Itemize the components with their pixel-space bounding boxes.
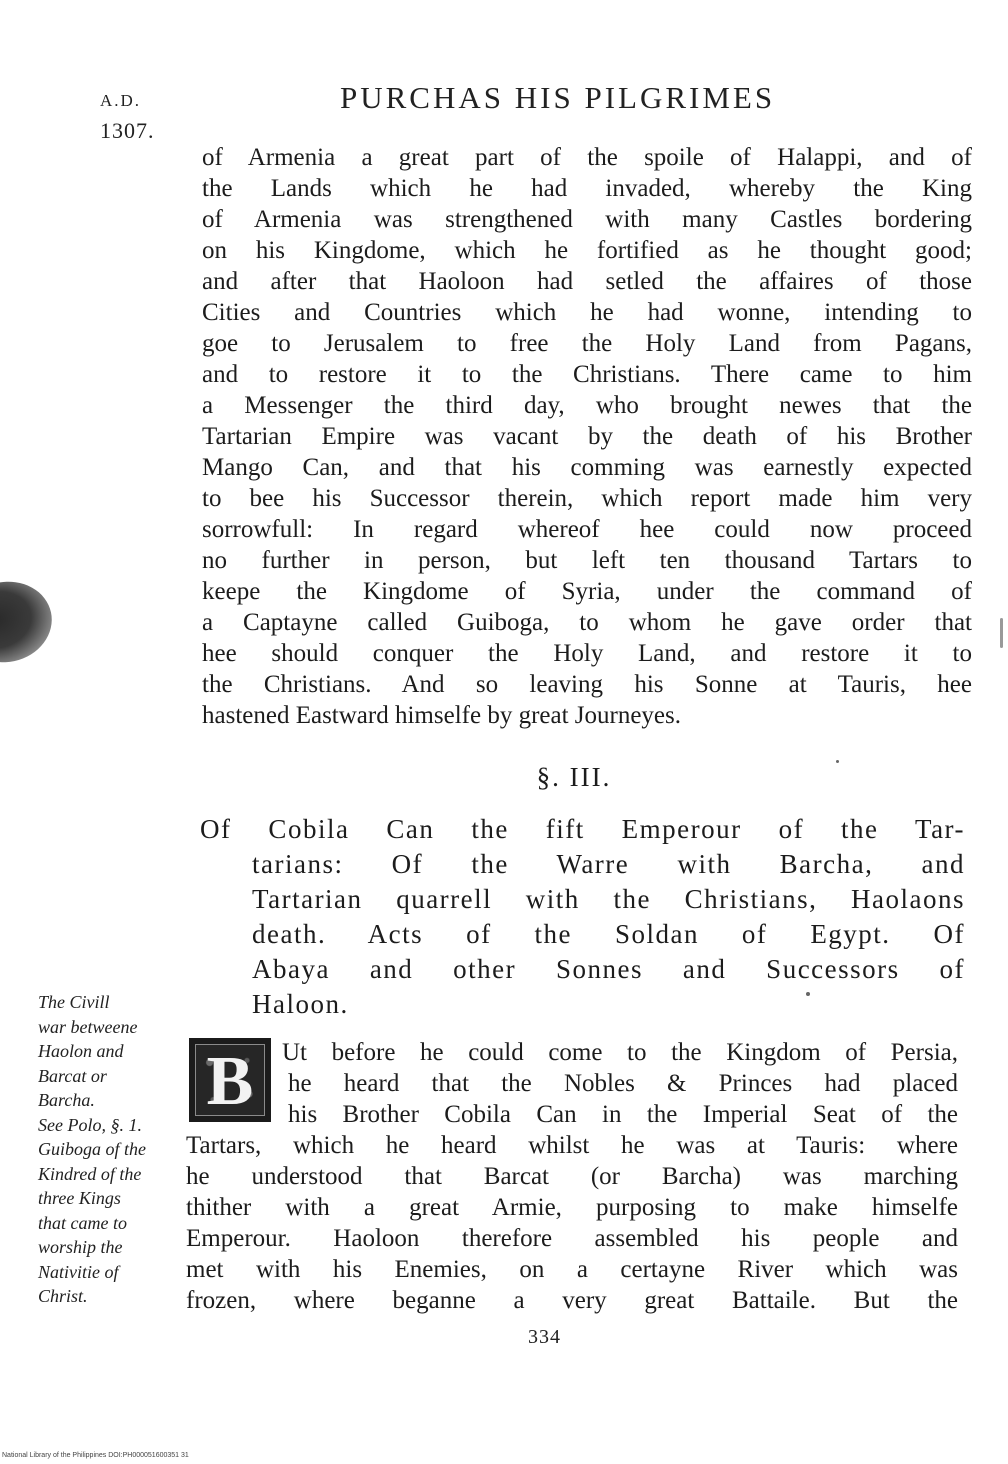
note-line: Kindred of the xyxy=(38,1163,142,1184)
heading-line: death. Acts of the Soldan of Egypt. Of xyxy=(252,919,965,949)
text-line: Emperour. Haoloon therefore assembled his people and xyxy=(186,1225,958,1252)
text-line: frozen, where beganne a very great Battaile. But the xyxy=(186,1287,958,1314)
text-line: a Messenger the third day, who brought newes that the xyxy=(202,392,972,419)
heading-line: Haloon. xyxy=(252,989,349,1019)
note-line: that came to xyxy=(38,1212,127,1233)
section-heading xyxy=(200,812,965,1022)
text-line: no further in person, but left ten thousand Tartars to xyxy=(202,547,972,574)
text-line: on his Kingdome, which he fortified as he thought good; xyxy=(202,237,972,264)
note-line: three Kings xyxy=(38,1188,121,1208)
text-line: of Armenia was strengthened with many Castles bordering xyxy=(202,206,972,233)
note-line: war betweene xyxy=(38,1016,138,1037)
thumb-shadow xyxy=(0,573,59,670)
note-line: Barcha. xyxy=(38,1090,95,1110)
text-line: his Brother Cobila Can in the Imperial Seat of the xyxy=(288,1101,958,1128)
text-line: Cities and Countries which he had wonne, intending to xyxy=(202,299,972,326)
text-line: to bee his Successor therein, which report made him very xyxy=(202,485,972,512)
edge-mark xyxy=(1000,618,1003,648)
print-speck xyxy=(806,992,810,996)
note-line: See Polo, §. 1. xyxy=(38,1114,142,1135)
note-line: Barcat or xyxy=(38,1065,107,1086)
text-line: goe to Jerusalem to free the Holy Land from Pagans, xyxy=(202,330,972,357)
heading-line: Of Cobila Can the fift Emperour of the Tar- xyxy=(200,814,965,844)
text-line: sorrowfull: In regard whereof hee could now proceed xyxy=(202,516,972,543)
text-line: thither with a great Armie, purposing to make himselfe xyxy=(186,1194,958,1221)
note-line: Guiboga of the xyxy=(38,1139,146,1159)
text-line: he heard that the Nobles & Princes had placed xyxy=(288,1070,958,1097)
note-line: Christ. xyxy=(38,1286,88,1306)
body-paragraph xyxy=(186,1037,958,1316)
note-line: Haolon and xyxy=(38,1041,124,1061)
margin-year: 1307. xyxy=(100,118,155,143)
text-line: hee should conquer the Holy Land, and restore it to xyxy=(202,640,972,667)
page-number: 334 xyxy=(528,1326,561,1348)
text-line: and after that Haoloon had setled the affaires of those xyxy=(202,268,972,295)
heading-line: tarians: Of the Warre with Barcha, and xyxy=(252,849,965,879)
running-title: PURCHAS HIS PILGRIMES xyxy=(340,80,776,115)
text-line: hastened Eastward himselfe by great Journeyes. xyxy=(202,702,682,729)
margin-era: A.D. xyxy=(100,91,142,110)
text-line: Mango Can, and that his comming was earnestly expected xyxy=(202,454,972,481)
margin-year-note xyxy=(100,86,155,146)
drop-cap-letter: B xyxy=(206,1043,254,1120)
text-line: he understood that Barcat (or Barcha) was marching xyxy=(186,1163,958,1190)
text-line: and to restore it to the Christians. There came to him xyxy=(202,361,972,388)
text-line: a Captayne called Guiboga, to whom he gave order that xyxy=(202,609,972,636)
section-number: §. III. xyxy=(536,762,612,792)
text-line: Ut before he could come to the Kingdom of Persia, xyxy=(282,1039,958,1066)
note-line: Nativitie of xyxy=(38,1261,119,1282)
text-line: Tartarian Empire was vacant by the death of his Brother xyxy=(202,423,972,450)
text-line: met with his Enemies, on a certayne River which was xyxy=(186,1256,958,1283)
note-line: worship the xyxy=(38,1237,123,1257)
heading-line: Abaya and other Sonnes and Successors of xyxy=(252,954,965,984)
note-line: The Civill xyxy=(38,992,110,1012)
print-speck xyxy=(836,760,839,763)
text-line: Tartars, which he heard whilst he was at Tauris: where xyxy=(186,1132,958,1159)
heading-line: Tartarian quarrell with the Christians, Haolaons xyxy=(252,884,965,914)
scan-credit: National Library of the Philippines DOI:PH000051600351 31 xyxy=(2,1452,189,1459)
text-line: the Lands which he had invaded, whereby the King xyxy=(202,175,972,202)
text-line: the Christians. And so leaving his Sonne at Tauris, hee xyxy=(202,671,972,698)
continuation-paragraph xyxy=(202,142,972,731)
text-line: keepe the Kingdome of Syria, under the command of xyxy=(202,578,972,605)
text-line: of Armenia a great part of the spoile of Halappi, and of xyxy=(202,144,972,171)
marginal-note xyxy=(38,990,178,1309)
